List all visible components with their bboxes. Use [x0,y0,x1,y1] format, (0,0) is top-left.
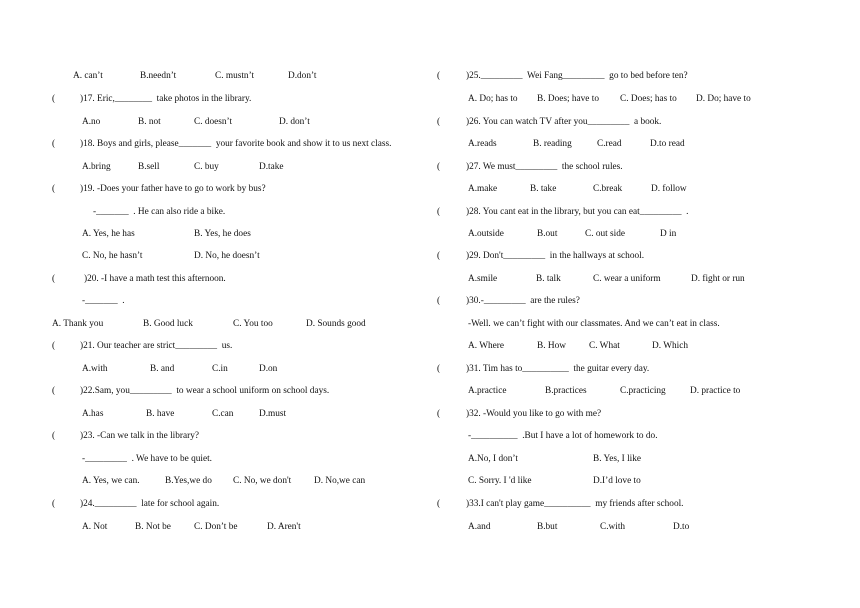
answer-option: A. Not [82,522,108,532]
answer-option: C. wear a uniform [593,274,661,284]
answer-option: C. Does; has to [620,94,677,104]
answer-option: C.with [600,522,626,532]
answer-option: C.can [212,409,234,419]
answer-option: B. Good luck [143,319,193,329]
answer-option: A.bring [82,162,111,172]
answer-option: A. Yes, he has [82,229,135,239]
answer-option: C. No, we don't [233,476,292,486]
answer-option: D. follow [651,184,687,194]
answer-option: B.sell [138,162,160,172]
answer-option: C. You too [233,319,273,329]
answer-option: C. No, he hasn’t [82,251,143,261]
answer-option: B. reading [533,139,572,149]
answer-option: D.take [259,162,284,172]
dialogue-line: -__________ .But I have a lot of homework to do. [468,431,658,441]
answer-bracket: ( [52,386,56,396]
answer-bracket: ( [437,409,441,419]
answer-bracket: ( [437,207,441,217]
answer-option: C. out side [585,229,626,239]
answer-bracket: ( [437,162,441,172]
answer-bracket: ( [52,341,56,351]
question-text: )19. -Does your father have to go to work by bus? [80,184,266,194]
answer-bracket: ( [437,251,441,261]
question-text: )18. Boys and girls, please_______ your favorite book and show it to us next class. [80,139,392,149]
answer-option: D. Which [652,341,688,351]
answer-option: A. Thank you [52,319,104,329]
answer-option: B. take [530,184,557,194]
answer-option: C.in [212,364,228,374]
question-text: )25._________ Wei Fang_________ go to bed before ten? [466,71,688,81]
answer-option: C.practicing [620,386,666,396]
answer-option: C. mustn’t [215,71,255,81]
answer-option: C. buy [194,162,219,172]
answer-option: B. not [138,117,161,127]
answer-option: B. How [537,341,566,351]
answer-bracket: ( [437,364,441,374]
question-text: )29. Don't_________ in the hallways at school. [466,251,645,261]
answer-option: C. doesn’t [194,117,233,127]
answer-option: D.to read [650,139,685,149]
answer-option: B. and [150,364,175,374]
question-text: )33.I can't play game__________ my friends after school. [466,499,684,509]
answer-option: D.I’d love to [593,476,641,486]
answer-option: D. fight or run [691,274,745,284]
answer-option: A.with [82,364,108,374]
answer-option: A.reads [468,139,497,149]
question-text: )28. You cant eat in the library, but you can eat_________ . [466,207,689,217]
answer-option: D. Sounds good [306,319,366,329]
answer-option: A.make [468,184,498,194]
answer-option: A.No, I don’t [468,454,518,464]
dialogue-line: -_______ . [82,296,125,306]
answer-option: C. Sorry. I 'd like [468,476,532,486]
question-text: )26. You can watch TV after you_________ a book. [466,117,662,127]
answer-option: B.Yes,we do [165,476,212,486]
answer-option: C. Don’t be [194,522,238,532]
answer-option: D.to [673,522,690,532]
answer-option: D in [660,229,677,239]
answer-bracket: ( [437,71,441,81]
answer-option: A.and [468,522,491,532]
answer-option: A. Do; has to [468,94,518,104]
answer-bracket: ( [52,139,56,149]
answer-option: A. can’t [73,71,103,81]
question-text: )27. We must_________ the school rules. [466,162,623,172]
answer-option: D.must [259,409,287,419]
question-text: )31. Tim has to__________ the guitar every day. [466,364,650,374]
answer-bracket: ( [52,499,56,509]
answer-bracket: ( [52,184,56,194]
question-text: )23. -Can we talk in the library? [80,431,200,441]
answer-option: A.practice [468,386,507,396]
answer-option: C. What [589,341,620,351]
answer-option: B.but [537,522,558,532]
answer-option: A. Where [468,341,504,351]
answer-option: C.read [597,139,622,149]
answer-option: D. don’t [279,117,310,127]
answer-bracket: ( [52,431,56,441]
answer-option: D. Aren't [267,522,301,532]
question-text: )17. Eric,________ take photos in the library. [80,94,252,104]
answer-option: A.outside [468,229,504,239]
answer-option: D. No, he doesn’t [194,251,260,261]
answer-option: C.break [593,184,623,194]
answer-option: B. have [146,409,175,419]
answer-bracket: ( [437,499,441,509]
answer-option: B. Not be [135,522,171,532]
answer-bracket: ( [437,117,441,127]
answer-option: A. Yes, we can. [82,476,140,486]
question-text: )24._________ late for school again. [80,499,220,509]
answer-option: A.has [82,409,104,419]
answer-option: A.smile [468,274,498,284]
dialogue-line: -_______ . He can also ride a bike. [93,207,226,217]
question-text: )22.Sam, you_________ to wear a school uniform on school days. [80,386,330,396]
answer-option: D.on [259,364,278,374]
question-text: )20. -I have a math test this afternoon. [84,274,226,284]
answer-option: B.out [537,229,558,239]
answer-option: B.needn’t [140,71,177,81]
answer-option: B. talk [536,274,561,284]
question-text: )30.-_________ are the rules? [466,296,580,306]
dialogue-line: -Well. we can’t fight with our classmates. And we can’t eat in class. [468,319,720,329]
answer-bracket: ( [52,94,56,104]
answer-option: D. No,we can [314,476,366,486]
answer-option: B.practices [545,386,587,396]
question-text: )32. -Would you like to go with me? [466,409,602,419]
answer-bracket: ( [52,274,56,284]
answer-option: A.no [82,117,101,127]
question-text: )21. Our teacher are strict_________ us. [80,341,233,351]
answer-option: D.don’t [288,71,317,81]
answer-option: D. practice to [690,386,741,396]
answer-option: D. Do; have to [696,94,751,104]
answer-option: B. Yes, he does [194,229,251,239]
answer-option: B. Yes, I like [593,454,642,464]
answer-option: B. Does; have to [537,94,599,104]
dialogue-line: -_________ . We have to be quiet. [82,454,212,464]
answer-bracket: ( [437,296,441,306]
